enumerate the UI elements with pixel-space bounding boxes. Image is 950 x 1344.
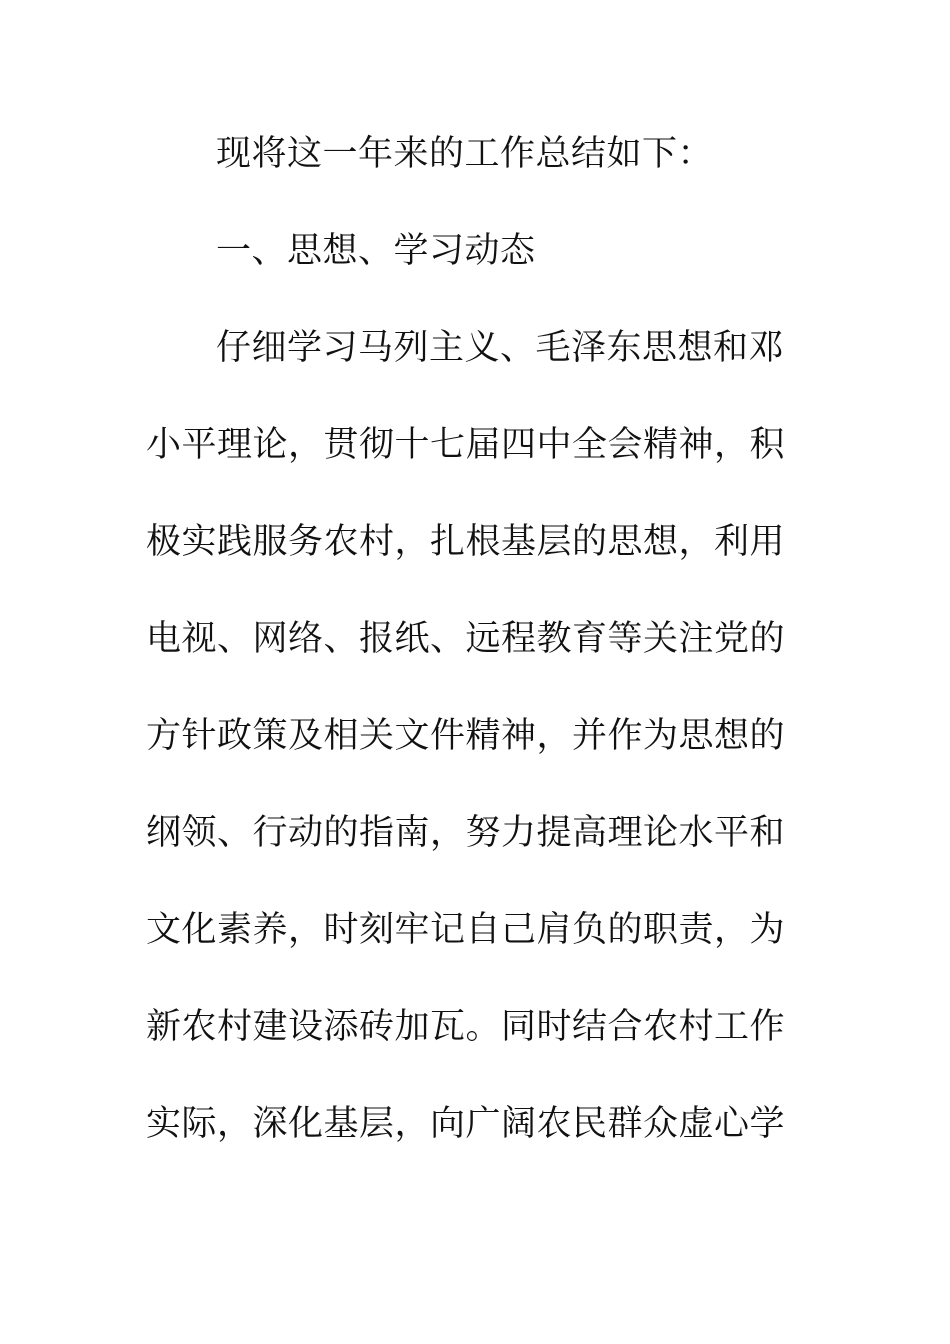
paragraph-line: 实际，深化基层，向广阔农民群众虚心学: [146, 1104, 786, 1144]
paragraph-line: 仔细学习马列主义、毛泽东思想和邓: [216, 328, 785, 368]
paragraph-line: 方针政策及相关文件精神，并作为思想的: [146, 716, 786, 756]
intro-line: 现将这一年来的工作总结如下：: [216, 134, 714, 174]
document-body: [146, 126, 786, 1193]
paragraph-line: 新农村建设添砖加瓦。同时结合农村工作: [146, 1007, 786, 1047]
paragraph-line: 电视、网络、报纸、远程教育等关注党的: [146, 619, 786, 659]
section-heading: 一、思想、学习动态: [216, 231, 536, 271]
paragraph-line: 文化素养，时刻牢记自己肩负的职责，为: [146, 910, 786, 950]
paragraph-line: 小平理论，贯彻十七届四中全会精神，积: [146, 425, 786, 465]
paragraph-line: 纲领、行动的指南，努力提高理论水平和: [146, 813, 786, 853]
paragraph-line: 极实践服务农村，扎根基层的思想，利用: [146, 522, 786, 562]
